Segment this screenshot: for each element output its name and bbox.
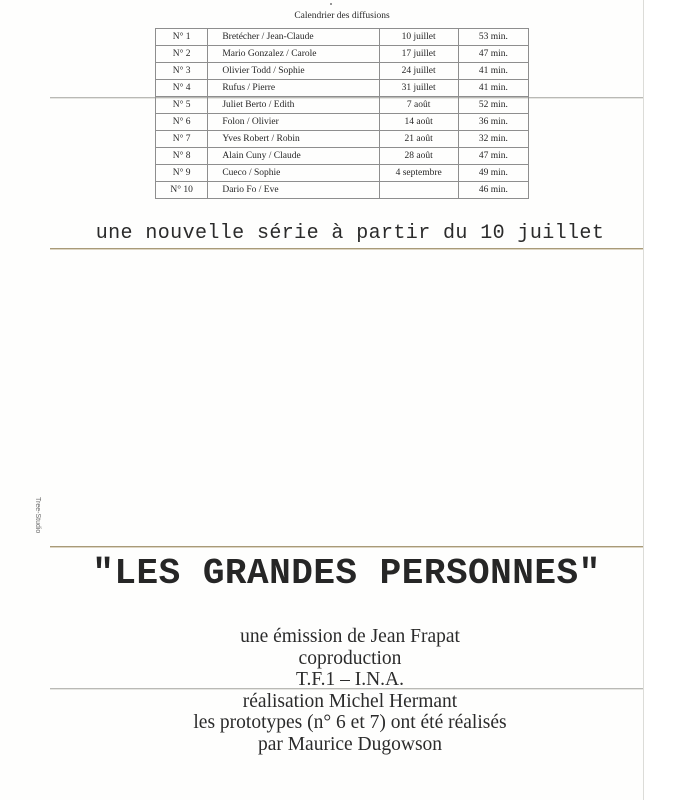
- table-row: [156, 131, 529, 148]
- episode-duration: 52 min.: [458, 97, 528, 114]
- episode-number: N° 8: [156, 148, 208, 165]
- episode-date: 10 juillet: [379, 29, 458, 46]
- episode-name: Bretécher / Jean-Claude: [208, 29, 379, 46]
- table-row: [156, 29, 529, 46]
- episode-date: [379, 182, 458, 199]
- episode-name: Alain Cuny / Claude: [208, 148, 379, 165]
- episode-date: 4 septembre: [379, 165, 458, 182]
- episode-number: N° 10: [156, 182, 208, 199]
- table-row: [156, 80, 529, 97]
- schedule-table: [155, 28, 529, 199]
- episode-date: 24 juillet: [379, 63, 458, 80]
- episode-name: Yves Robert / Robin: [208, 131, 379, 148]
- table-row: [156, 46, 529, 63]
- fold-line: [50, 248, 643, 249]
- episode-number: N° 6: [156, 114, 208, 131]
- episode-name: Olivier Todd / Sophie: [208, 63, 379, 80]
- credit-line: par Maurice Dugowson: [257, 733, 443, 755]
- episode-duration: 41 min.: [458, 63, 528, 80]
- table-row: [156, 63, 529, 80]
- episode-name: Mario Gonzalez / Carole: [208, 46, 379, 63]
- episode-number: N° 1: [156, 29, 208, 46]
- credit-line: T.F.1 – I.N.A.: [295, 669, 405, 690]
- credit-line: les prototypes (n° 6 et 7) ont été réalisés: [193, 712, 507, 733]
- schedule-title: Calendrier des diffusions: [294, 11, 390, 21]
- episode-duration: 36 min.: [458, 114, 528, 131]
- episode-duration: 32 min.: [458, 131, 528, 148]
- episode-name: Dario Fo / Eve: [208, 182, 379, 199]
- episode-duration: 46 min.: [458, 182, 528, 199]
- side-credit: Tree-Studio: [34, 497, 41, 534]
- table-row: [156, 97, 529, 114]
- speck: [330, 3, 332, 5]
- episode-duration: 47 min.: [458, 148, 528, 165]
- episode-name: Cueco / Sophie: [208, 165, 379, 182]
- episode-number: N° 3: [156, 63, 208, 80]
- main-title: "LES GRANDES PERSONNES": [92, 553, 601, 594]
- episode-duration: 53 min.: [458, 29, 528, 46]
- table-row: [156, 182, 529, 199]
- credit-line: coproduction: [298, 647, 402, 669]
- episode-number: N° 5: [156, 97, 208, 114]
- table-row: [156, 148, 529, 165]
- episode-duration: 49 min.: [458, 165, 528, 182]
- episode-number: N° 2: [156, 46, 208, 63]
- episode-date: 31 juillet: [379, 80, 458, 97]
- episode-date: 17 juillet: [379, 46, 458, 63]
- table-row: [156, 114, 529, 131]
- episode-number: N° 9: [156, 165, 208, 182]
- series-start-subtitle: une nouvelle série à partir du 10 juillet: [95, 222, 605, 245]
- episode-duration: 41 min.: [458, 80, 528, 97]
- episode-date: 21 août: [379, 131, 458, 148]
- credit-line: une émission de Jean Frapat: [240, 626, 460, 647]
- episode-date: 28 août: [379, 148, 458, 165]
- episode-date: 7 août: [379, 97, 458, 114]
- episode-date: 14 août: [379, 114, 458, 131]
- fold-line: [50, 546, 643, 547]
- production-credits: [150, 626, 550, 755]
- table-row: [156, 165, 529, 182]
- episode-number: N° 4: [156, 80, 208, 97]
- episode-name: Folon / Olivier: [208, 114, 379, 131]
- episode-name: Rufus / Pierre: [208, 80, 379, 97]
- credit-line: réalisation Michel Hermant: [242, 690, 458, 712]
- episode-name: Juliet Berto / Edith: [208, 97, 379, 114]
- episode-number: N° 7: [156, 131, 208, 148]
- episode-duration: 47 min.: [458, 46, 528, 63]
